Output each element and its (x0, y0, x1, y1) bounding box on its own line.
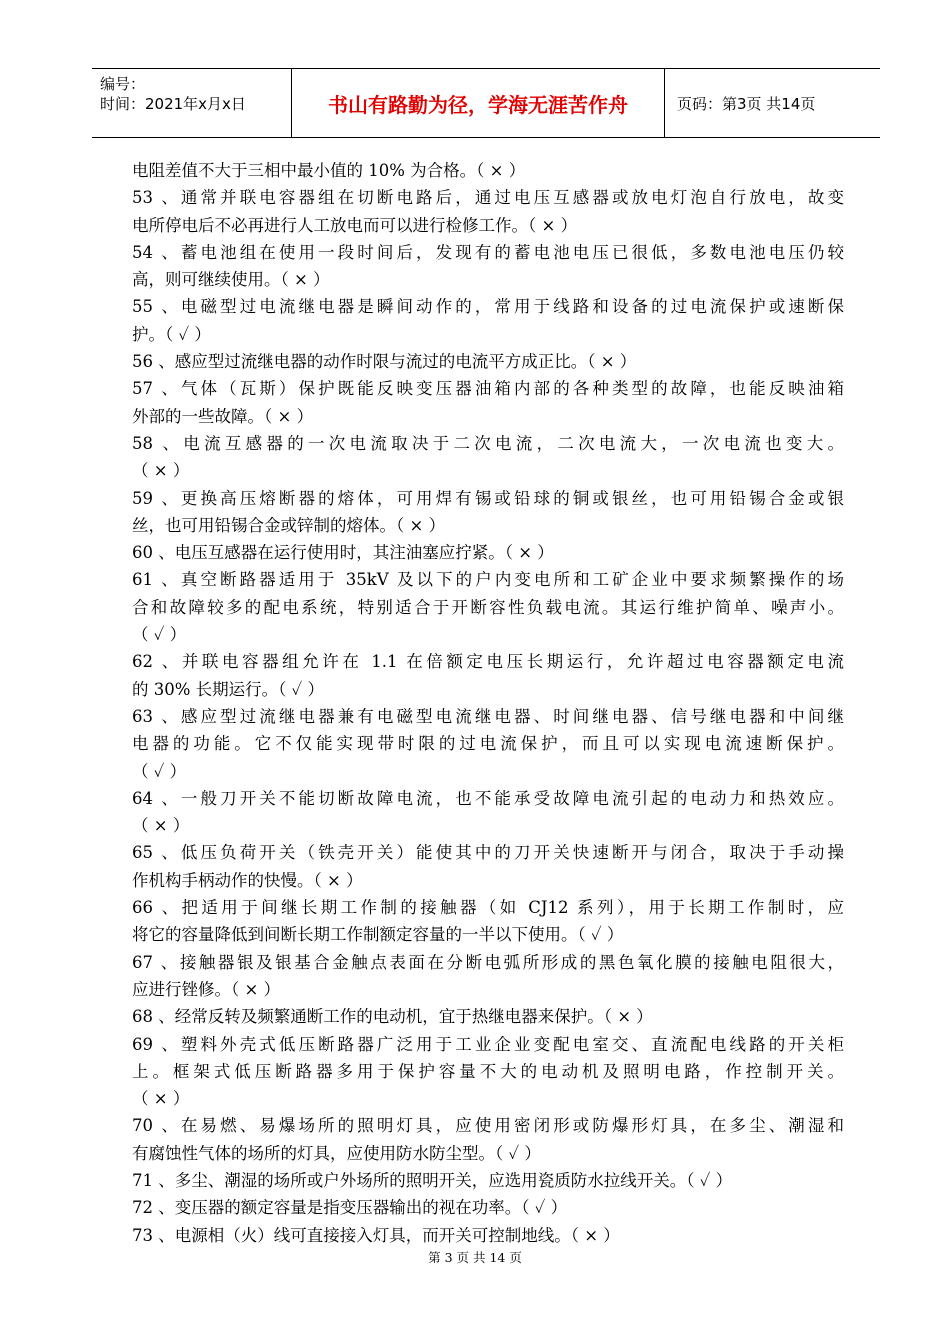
text-line: （ ✓ ） (132, 761, 187, 781)
text-line: 67 、接触器银及银基合金触点表面在分断电弧所形成的黑色氧化膜的接触电阻很大， (132, 952, 844, 972)
text-line: 64 、一般刀开关不能切断故障电流，也不能承受故障电流引起的电动力和热效应。 (132, 788, 844, 808)
text-line: 56 、感应型过流继电器的动作时限与流过的电流平方成正比。（ × ） (132, 352, 637, 372)
text-line: 60 、电压互感器在运行使用时，其注油塞应拧紧。（ × ） (132, 543, 554, 563)
text-line: 59 、更换高压熔断器的熔体，可用焊有锡或铅球的铜或银丝，也可用铅锡合金或银 (132, 488, 844, 508)
text-line: 72 、变压器的额定容量是指变压器输出的视在功率。（ ✓ ） (132, 1198, 568, 1218)
time-label: 时间：2021年x月x日 (100, 95, 246, 113)
text-line: 70 、在易燃、易爆场所的照明灯具，应使用密闭形或防爆形灯具，在多尘、潮湿和 (132, 1116, 844, 1136)
text-line: （ × ） (132, 816, 190, 836)
header-meta (92, 69, 292, 137)
text-line: 65 、低压负荷开关（铁壳开关）能使其中的刀开关快速断开与闭合，取决于手动操 (132, 843, 844, 863)
text-line: 55 、电磁型过电流继电器是瞬间动作的，常用于线路和设备的过电流保护或速断保 (132, 297, 844, 317)
text-line: 有腐蚀性气体的场所的灯具，应使用防水防尘型。（ ✓ ） (132, 1143, 541, 1163)
text-line: 护。（ ✓ ） (132, 324, 211, 344)
text-line: 54 、蓄电池组在使用一段时间后，发现有的蓄电池电压已很低，多数电池电压仍较 (132, 242, 844, 262)
number-label: 编号： (100, 75, 146, 93)
text-line: 电器的功能。它不仅能实现带时限的过电流保护，而且可以实现电流速断保护。 (132, 734, 844, 754)
header-page-label: 页码：第3页 共14页 (677, 94, 816, 113)
text-line: 63 、感应型过流继电器兼有电磁型电流继电器、时间继电器、信号继电器和中间继 (132, 706, 844, 726)
text-line: （ × ） (132, 1089, 190, 1109)
page-header (92, 68, 880, 138)
text-line: 61 、真空断路器适用于 35kV 及以下的户内变电所和工矿企业中要求频繁操作的场 (132, 570, 844, 590)
text-line: 合和故障较多的配电系统，特别适合于开断容性负载电流。其运行维护简单、噪声小。 (132, 597, 844, 617)
text-line: 作机构手柄动作的快慢。（ × ） (132, 870, 363, 890)
text-line: 71 、多尘、潮湿的场所或户外场所的照明开关，应选用瓷质防水拉线开关。（ ✓ ） (132, 1170, 733, 1190)
text-line: 的 30% 长期运行。（ ✓ ） (132, 679, 325, 699)
text-line: 57 、气体（瓦斯）保护既能反映变压器油箱内部的各种类型的故障，也能反映油箱 (132, 379, 844, 399)
text-line: 将它的容量降低到间断长期工作制额定容量的一半以下使用。（ ✓ ） (132, 925, 624, 945)
text-line: 68 、经常反转及频繁通断工作的电动机，宜于热继电器来保护。（ × ） (132, 1007, 653, 1027)
text-line: 62 、并联电容器组允许在 1.1 在倍额定电压长期运行，允许超过电容器额定电流 (132, 652, 844, 672)
text-line: 66 、把适用于间继长期工作制的接触器（如 CJ12 系列），用于长期工作制时，应 (132, 898, 844, 918)
page-footer: 第 3 页 共 14 页 (428, 1250, 522, 1265)
text-line: 应进行锉修。（ × ） (132, 979, 281, 999)
text-line: （ ✓ ） (132, 625, 187, 645)
document-body (132, 157, 844, 1249)
text-line: 丝，也可用铅锡合金或锌制的熔体。（ × ） (132, 515, 446, 535)
text-line: 电阻差值不大于三相中最小值的 10% 为合格。（ × ） (132, 161, 526, 180)
text-line: 上。框架式低压断路器多用于保护容量不大的电动机及照明电路，作控制开关。 (132, 1061, 844, 1081)
text-line: 53 、通常并联电容器组在切断电路后，通过电压互感器或放电灯泡自行放电，故变 (132, 188, 844, 208)
text-line: 73 、电源相（火）线可直接接入灯具，而开关可控制地线。（ × ） (132, 1225, 620, 1245)
text-line: 外部的一些故障。（ × ） (132, 406, 314, 426)
text-line: 58 、电流互感器的一次电流取决于二次电流，二次电流大，一次电流也变大。 (132, 433, 844, 453)
text-line: （ × ） (132, 461, 190, 481)
text-line: 高，则可继续使用。（ × ） (132, 270, 330, 290)
header-motto: 书山有路勤为径，学海无涯苦作舟 (292, 69, 665, 137)
text-line: 电所停电后不必再进行人工放电而可以进行检修工作。（ × ） (132, 215, 578, 235)
text-line: 69 、塑料外壳式低压断路器广泛用于工业企业变配电室交、直流配电线路的开关柜 (132, 1034, 844, 1054)
